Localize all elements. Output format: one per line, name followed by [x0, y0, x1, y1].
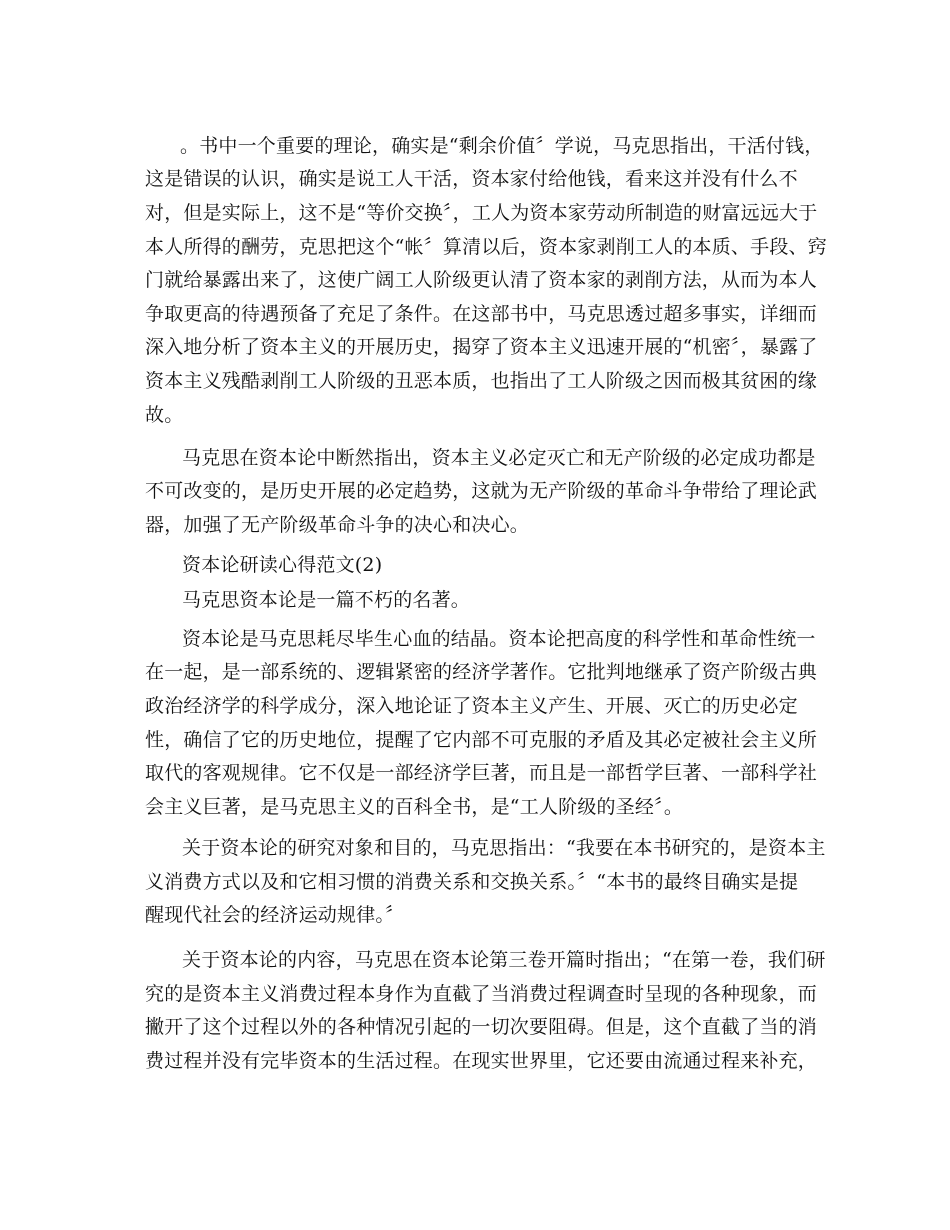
text-line: 取代的客观规律。它不仅是一部经济学巨著，而且是一部哲学巨著、一部科学社 [145, 762, 818, 784]
text-line: 关于资本论的内容，马克思在资本论第三卷开篇时指出；“在第一卷，我们研 [182, 949, 826, 971]
text-line: 本人所得的酬劳，克思把这个“帐〞算清以后，资本家剥削工人的本质、手段、窍 [145, 236, 827, 258]
text-line: 费过程并没有完毕资本的生活过程。在现实世界里，它还要由流通过程来补充， [145, 1050, 818, 1072]
text-line: 究的是资本主义消费过程本身作为直截了当消费过程调查时呈现的各种现象，而 [145, 983, 818, 1005]
text-line: 。书中一个重要的理论，确实是“剩余价值〞学说，马克思指出，干活付钱， [180, 135, 824, 157]
text-line: 醒现代社会的经济运动规律。〞 [145, 904, 405, 926]
text-line: 义消费方式以及和它相习惯的消费关系和交换关系。〞“本书的最终目确实是提 [145, 871, 799, 893]
text-line: 关于资本论的研究对象和目的，马克思指出：“我要在本书研究的，是资本主 [182, 837, 826, 859]
text-line: 器，加强了无产阶级革命斗争的决心和决心。 [145, 514, 530, 536]
text-line: 故。 [145, 404, 184, 426]
text-line: 对，但是实际上，这不是“等价交换〞，工人为资本家劳动所制造的财富远远大于 [145, 202, 818, 224]
text-line: 马克思资本论是一篇不朽的名著。 [182, 589, 471, 611]
text-line: 资本论是马克思耗尽毕生心血的结晶。资本论把高度的科学性和革命性统一 [182, 628, 816, 650]
text-line: 在一起，是一部系统的、逻辑紧密的经济学著作。它批判地继承了资产阶级古典 [145, 661, 818, 683]
text-line: 撇开了这个过程以外的各种情况引起的一切次要阻碍。但是，这个直截了当的消 [145, 1016, 818, 1038]
text-line: 不可改变的，是历史开展的必定趋势，这就为无产阶级的革命斗争带给了理论武 [145, 480, 818, 502]
text-line: 马克思在资本论中断然指出，资本主义必定灭亡和无产阶级的必定成功都是 [182, 447, 816, 469]
text-line: 性，确信了它的历史地位，提醒了它内部不可克服的矛盾及其必定被社会主义所 [145, 729, 818, 751]
text-line: 门就给暴露出来了，这使广阔工人阶级更认清了资本家的剥削方法，从而为本人 [145, 269, 818, 291]
text-line: 政治经济学的科学成分，深入地论证了资本主义产生、开展、灭亡的历史必定 [145, 695, 798, 717]
text-line: 争取更高的待遇预备了充足了条件。在这部书中，马克思透过超多事实，详细而 [145, 303, 818, 325]
text-line: 深入地分析了资本主义的开展历史，揭穿了资本主义迅速开展的“机密〞，暴露了 [145, 336, 818, 358]
text-line: 这是错误的认识，确实是说工人干活，资本家付给他钱，看来这并没有什么不 [145, 168, 798, 190]
text-line: 资本主义残酷剥削工人阶级的丑恶本质，也指出了工人阶级之因而极其贫困的缘 [145, 370, 818, 392]
text-line: 会主义巨著，是马克思主义的百科全书，是“工人阶级的圣经〞。 [145, 796, 684, 818]
section-heading: 资本论研读心得范文(2) [182, 554, 383, 576]
